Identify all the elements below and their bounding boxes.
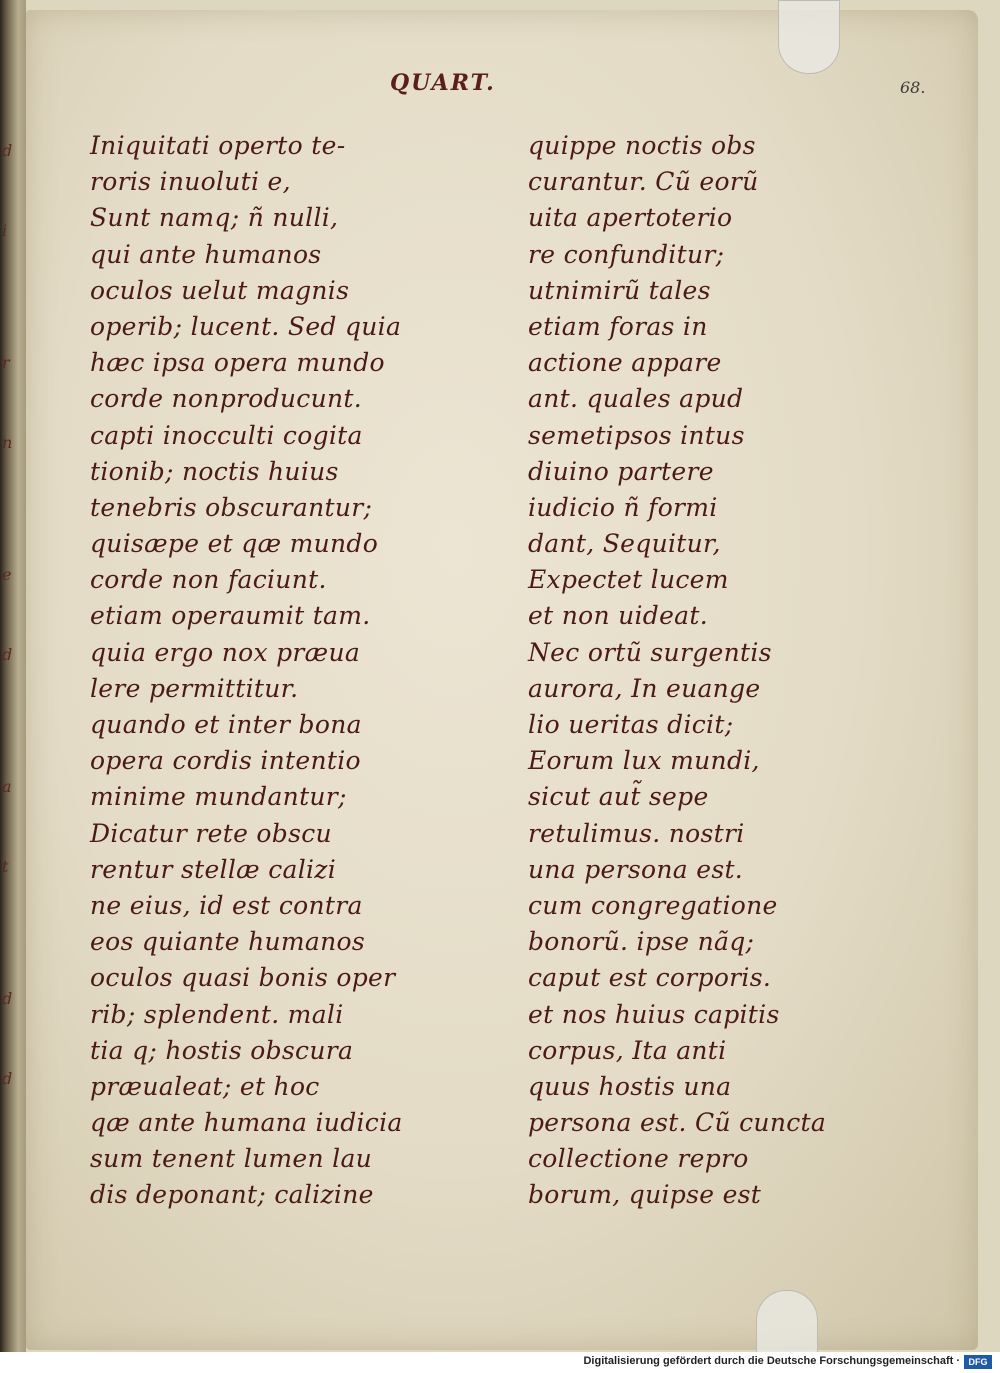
manuscript-line: semetipsos intus [528, 420, 745, 450]
funding-credit: Digitalisierung gefördert durch die Deutsche Forschungsgemeinschaft · [583, 1355, 960, 1367]
manuscript-line: quisæpe et qæ mundo [90, 529, 379, 559]
right-text-column [528, 128, 868, 1214]
manuscript-line: opera cordis intentio [90, 746, 361, 776]
manuscript-line: oculos quasi bonis oper [90, 963, 396, 993]
manuscript-line: sicut aut̃ sepe [528, 782, 709, 812]
previous-page-mark: e [2, 565, 12, 584]
manuscript-line: roris inuoluti e, [90, 167, 291, 197]
manuscript-line: lio ueritas dicit; [528, 710, 734, 739]
manuscript-line: persona est. Cũ cuncta [528, 1108, 827, 1138]
manuscript-line: qæ ante humana iudicia [90, 1108, 403, 1138]
manuscript-line: curantur. Cũ eorũ [528, 167, 759, 197]
manuscript-line: quia ergo nox præua [90, 637, 361, 667]
previous-page-mark: i [2, 221, 8, 240]
manuscript-line: dant, Sequitur, [528, 529, 721, 559]
manuscript-line: Expectet lucem [528, 565, 729, 595]
previous-page-edge [0, 0, 26, 1352]
top-page-clip [778, 0, 840, 74]
previous-page-mark: d [2, 141, 13, 160]
manuscript-line: diuino partere [528, 456, 714, 486]
bottom-page-clip [756, 1290, 818, 1352]
manuscript-line: oculos uelut magnis [90, 275, 350, 305]
manuscript-line: ant. quales apud [528, 384, 744, 414]
manuscript-line: et nos huius capitis [528, 999, 780, 1029]
manuscript-line: corde nonproducunt. [90, 384, 363, 414]
manuscript-line: iudicio ñ formi [528, 492, 718, 522]
manuscript-line: quippe noctis obs [528, 131, 756, 160]
manuscript-line: tionib; noctis huius [90, 456, 339, 486]
manuscript-line: præualeat; et hoc [90, 1071, 320, 1101]
manuscript-line: quando et inter bona [90, 710, 362, 739]
previous-page-mark: n [2, 433, 13, 452]
manuscript-line: Sunt namq; ñ nulli, [90, 203, 339, 233]
manuscript-line: collectione repro [528, 1144, 749, 1174]
folio-number: 68. [900, 78, 926, 97]
manuscript-line: aurora, In euange [528, 673, 761, 703]
manuscript-line: Iniquitati operto te- [90, 131, 346, 160]
manuscript-line: Nec ortũ surgentis [528, 637, 772, 667]
manuscript-line: retulimus. nostri [528, 818, 745, 848]
previous-page-marks [2, 140, 24, 1200]
manuscript-line: uita apertoterio [528, 203, 733, 233]
manuscript-line: minime mundantur; [90, 782, 347, 812]
previous-page-mark: r [2, 353, 10, 372]
manuscript-line: etiam foras in [528, 311, 708, 341]
manuscript-line: corde non faciunt. [90, 565, 327, 595]
footer-bar [0, 1352, 1000, 1373]
manuscript-line: borum, quipse est [528, 1180, 762, 1210]
manuscript-line: qui ante humanos [90, 239, 322, 269]
manuscript-line: tia q; hostis obscura [90, 1035, 354, 1065]
manuscript-line: ne eius, id est contra [90, 890, 363, 920]
manuscript-line: actione appare [528, 348, 722, 378]
manuscript-line: eos quiante humanos [90, 927, 366, 957]
previous-page-mark: a [2, 777, 12, 796]
manuscript-line: et non uideat. [528, 601, 708, 631]
manuscript-line: cum congregatione [528, 890, 778, 920]
manuscript-line: sum tenent lumen lau [90, 1144, 373, 1174]
manuscript-line: utnimirũ tales [528, 275, 711, 305]
previous-page-mark: t [2, 857, 9, 876]
previous-page-mark: d [2, 989, 13, 1008]
manuscript-line: quus hostis una [528, 1071, 732, 1101]
manuscript-line: Eorum lux mundi, [528, 746, 760, 776]
manuscript-line: Dicatur rete obscu [90, 818, 332, 848]
manuscript-line: dis deponant; calizine [90, 1180, 374, 1210]
previous-page-mark: d [2, 645, 13, 664]
manuscript-line: tenebris obscurantur; [90, 492, 373, 522]
manuscript-line: caput est corporis. [528, 963, 772, 993]
manuscript-line: hæc ipsa opera mundo [90, 348, 385, 378]
manuscript-line: una persona est. [528, 854, 744, 884]
manuscript-line: capti inocculti cogita [90, 420, 363, 450]
manuscript-line: corpus, Ita anti [528, 1035, 727, 1065]
running-heading: QUART. [390, 70, 496, 96]
manuscript-line: lere permittitur. [90, 673, 299, 703]
manuscript-line: rib; splendent. mali [90, 999, 344, 1029]
manuscript-line: re confunditur; [528, 239, 725, 269]
manuscript-line: bonorũ. ipse nãq; [528, 927, 755, 957]
dfg-logo[interactable]: DFG [964, 1355, 992, 1369]
left-text-column [90, 128, 510, 1214]
manuscript-line: operib; lucent. Sed quia [90, 311, 402, 341]
previous-page-mark: d [2, 1069, 13, 1088]
manuscript-line: rentur stellæ calizi [90, 854, 337, 884]
manuscript-line: etiam operaumit tam. [90, 601, 371, 631]
